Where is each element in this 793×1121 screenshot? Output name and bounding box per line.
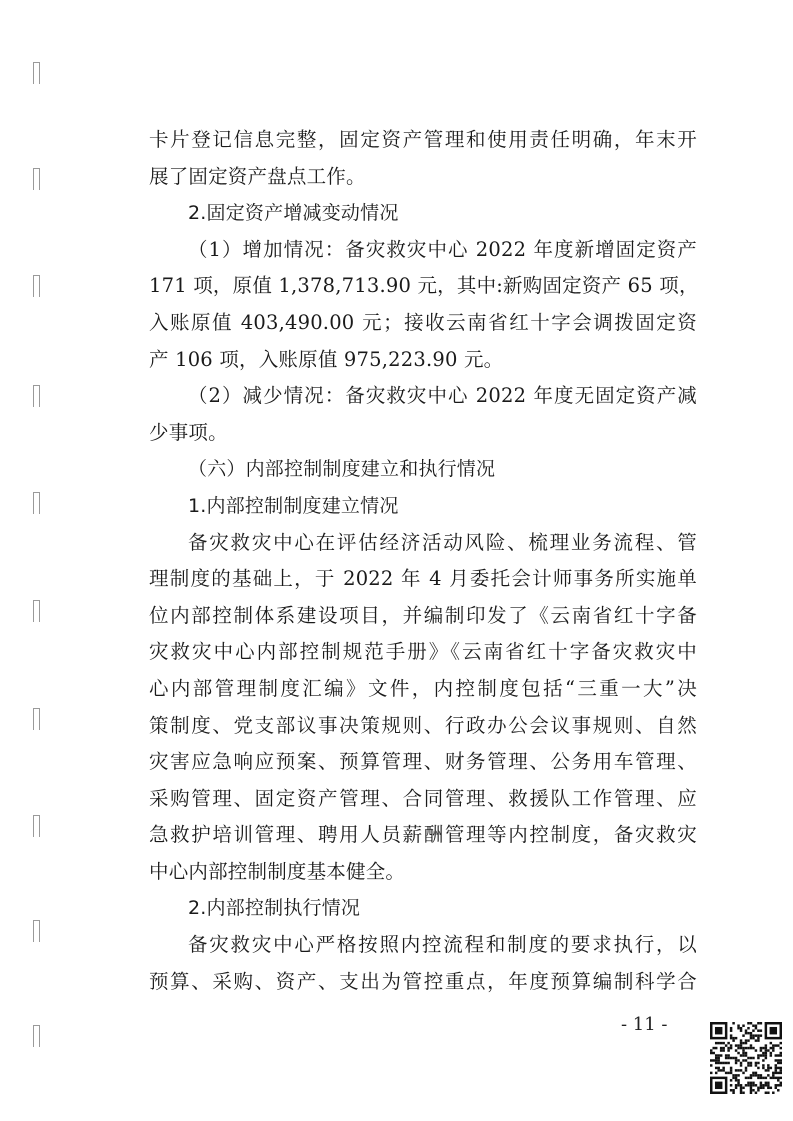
- text-line: 策制度、党支部议事决策规则、行政办公会议事规则、自然: [149, 713, 697, 737]
- binding-mark: [33, 600, 40, 622]
- binding-mark: [33, 815, 40, 837]
- binding-mark: [33, 385, 40, 407]
- binding-mark: [33, 275, 40, 297]
- binding-mark: [33, 62, 40, 84]
- text-line: 展了固定资产盘点工作。: [149, 164, 366, 188]
- text-line: 入账原值 403,490.00 元；接收云南省红十字会调拨固定资: [149, 310, 697, 334]
- page-number: - 11 -: [621, 1014, 668, 1035]
- text-line: 预算、采购、资产、支出为管控重点，年度预算编制科学合: [149, 969, 697, 993]
- binding-mark: [33, 168, 40, 190]
- body-text: [149, 122, 697, 1000]
- text-line: 灾救灾中心内部控制规范手册》《云南省红十字备灾救灾中: [149, 640, 697, 664]
- text-line: 中心内部控制制度基本健全。: [149, 859, 406, 883]
- text-line: 少事项。: [149, 420, 228, 444]
- text-line: 171 项，原值 1,378,713.90 元，其中:新购固定资产 65 项，: [149, 274, 699, 298]
- binding-mark: [33, 492, 40, 514]
- section-heading: 1.内部控制制度建立情况: [188, 494, 399, 517]
- qr-code-icon: [710, 1022, 782, 1094]
- text-line: （2）减少情况：备灾救灾中心 2022 年度无固定资产减: [188, 384, 697, 408]
- text-line: 位内部控制体系建设项目，并编制印发了《云南省红十字备: [149, 603, 697, 627]
- text-line: 产 106 项，入账原值 975,223.90 元。: [149, 347, 504, 371]
- binding-mark: [33, 920, 40, 942]
- text-line: 心内部管理制度汇编》文件，内控制度包括“三重一大”决: [149, 676, 697, 700]
- binding-mark: [33, 708, 40, 730]
- binding-mark: [33, 1025, 40, 1047]
- text-line: 理制度的基础上，于 2022 年 4 月委托会计师事务所实施单: [149, 567, 697, 591]
- text-line: （1）增加情况：备灾救灾中心 2022 年度新增固定资产: [188, 237, 697, 261]
- text-line: 急救护培训管理、聘用人员薪酬管理等内控制度，备灾救灾: [149, 823, 697, 847]
- text-line: 灾害应急响应预案、预算管理、财务管理、公务用车管理、: [149, 750, 697, 774]
- section-heading: （六）内部控制制度建立和执行情况: [188, 458, 496, 481]
- text-line: 采购管理、固定资产管理、合同管理、救援队工作管理、应: [149, 786, 697, 810]
- text-line: 卡片登记信息完整，固定资产管理和使用责任明确，年末开: [149, 128, 697, 151]
- text-line: 备灾救灾中心严格按照内控流程和制度的要求执行，以: [188, 933, 697, 957]
- text-line: 备灾救灾中心在评估经济活动风险、梳理业务流程、管: [188, 530, 697, 554]
- section-heading: 2.内部控制执行情况: [188, 897, 361, 920]
- section-heading: 2.固定资产增减变动情况: [188, 202, 399, 225]
